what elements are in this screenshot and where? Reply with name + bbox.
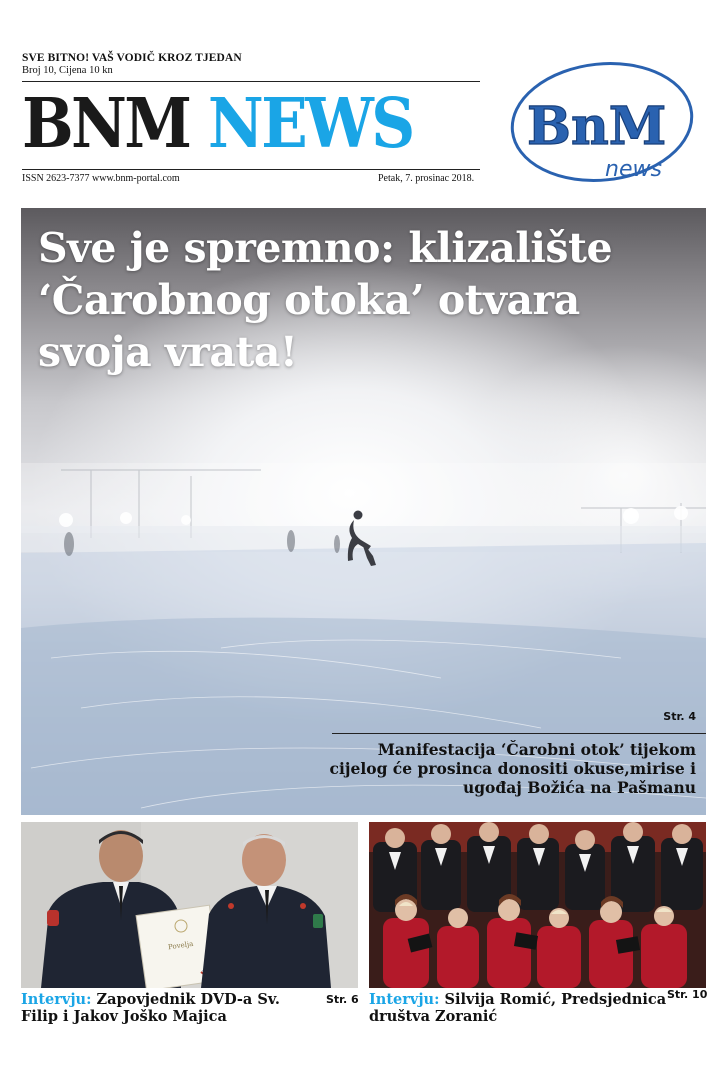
masthead-title-bnm: BNM [22, 84, 190, 164]
certificate-text: Povelja [167, 939, 194, 952]
hero-caption-rule [332, 733, 706, 734]
story-firefighter-interview[interactable] [21, 991, 321, 1025]
hero-page-ref: Str. 4 [663, 710, 696, 723]
hero-headline: Sve je spremno: klizalište ‘Čarobnog otoka’ otvara svoja vrata! [38, 224, 613, 376]
story-page-ref: Str. 10 [667, 988, 708, 1001]
masthead-title-news: NEWS [207, 84, 413, 164]
logo-main-text: BnM [527, 96, 667, 157]
photo-firefighters [21, 822, 358, 988]
masthead-title [22, 84, 413, 164]
story-title: Zapovjednik DVD-a Sv. Filip i Jakov Joško Majica [21, 991, 280, 1025]
issn-website: ISSN 2623-7377 www.bnm-portal.com [22, 173, 180, 184]
bnm-news-logo [505, 60, 700, 190]
story-choir-interview[interactable] [369, 991, 669, 1025]
photo-choir [369, 822, 706, 988]
hero-photo-ice-rink [21, 208, 706, 815]
firefighters-scene [21, 822, 358, 988]
divider-bottom [22, 169, 480, 170]
tagline: SVE BITNO! VAŠ VODIČ KROZ TJEDAN [22, 52, 242, 64]
story-title: Silvija Romić, Predsjednica društva Zoranić [369, 991, 667, 1025]
story-tag: Intervju: [369, 991, 440, 1008]
choir-scene [369, 822, 706, 988]
logo-sub-text: news [605, 157, 662, 182]
divider-top [22, 81, 480, 82]
issue-info: Broj 10, Cijena 10 kn [22, 65, 113, 76]
hero-caption: Manifestacija ‘Čarobni otok’ tijekom cijelog će prosinca donositi okuse,mirise i ugođaj Božića na Pašmanu [329, 740, 696, 797]
issue-date: Petak, 7. prosinac 2018. [378, 173, 475, 184]
story-page-ref: Str. 6 [326, 993, 359, 1006]
story-tag: Intervju: [21, 991, 92, 1008]
